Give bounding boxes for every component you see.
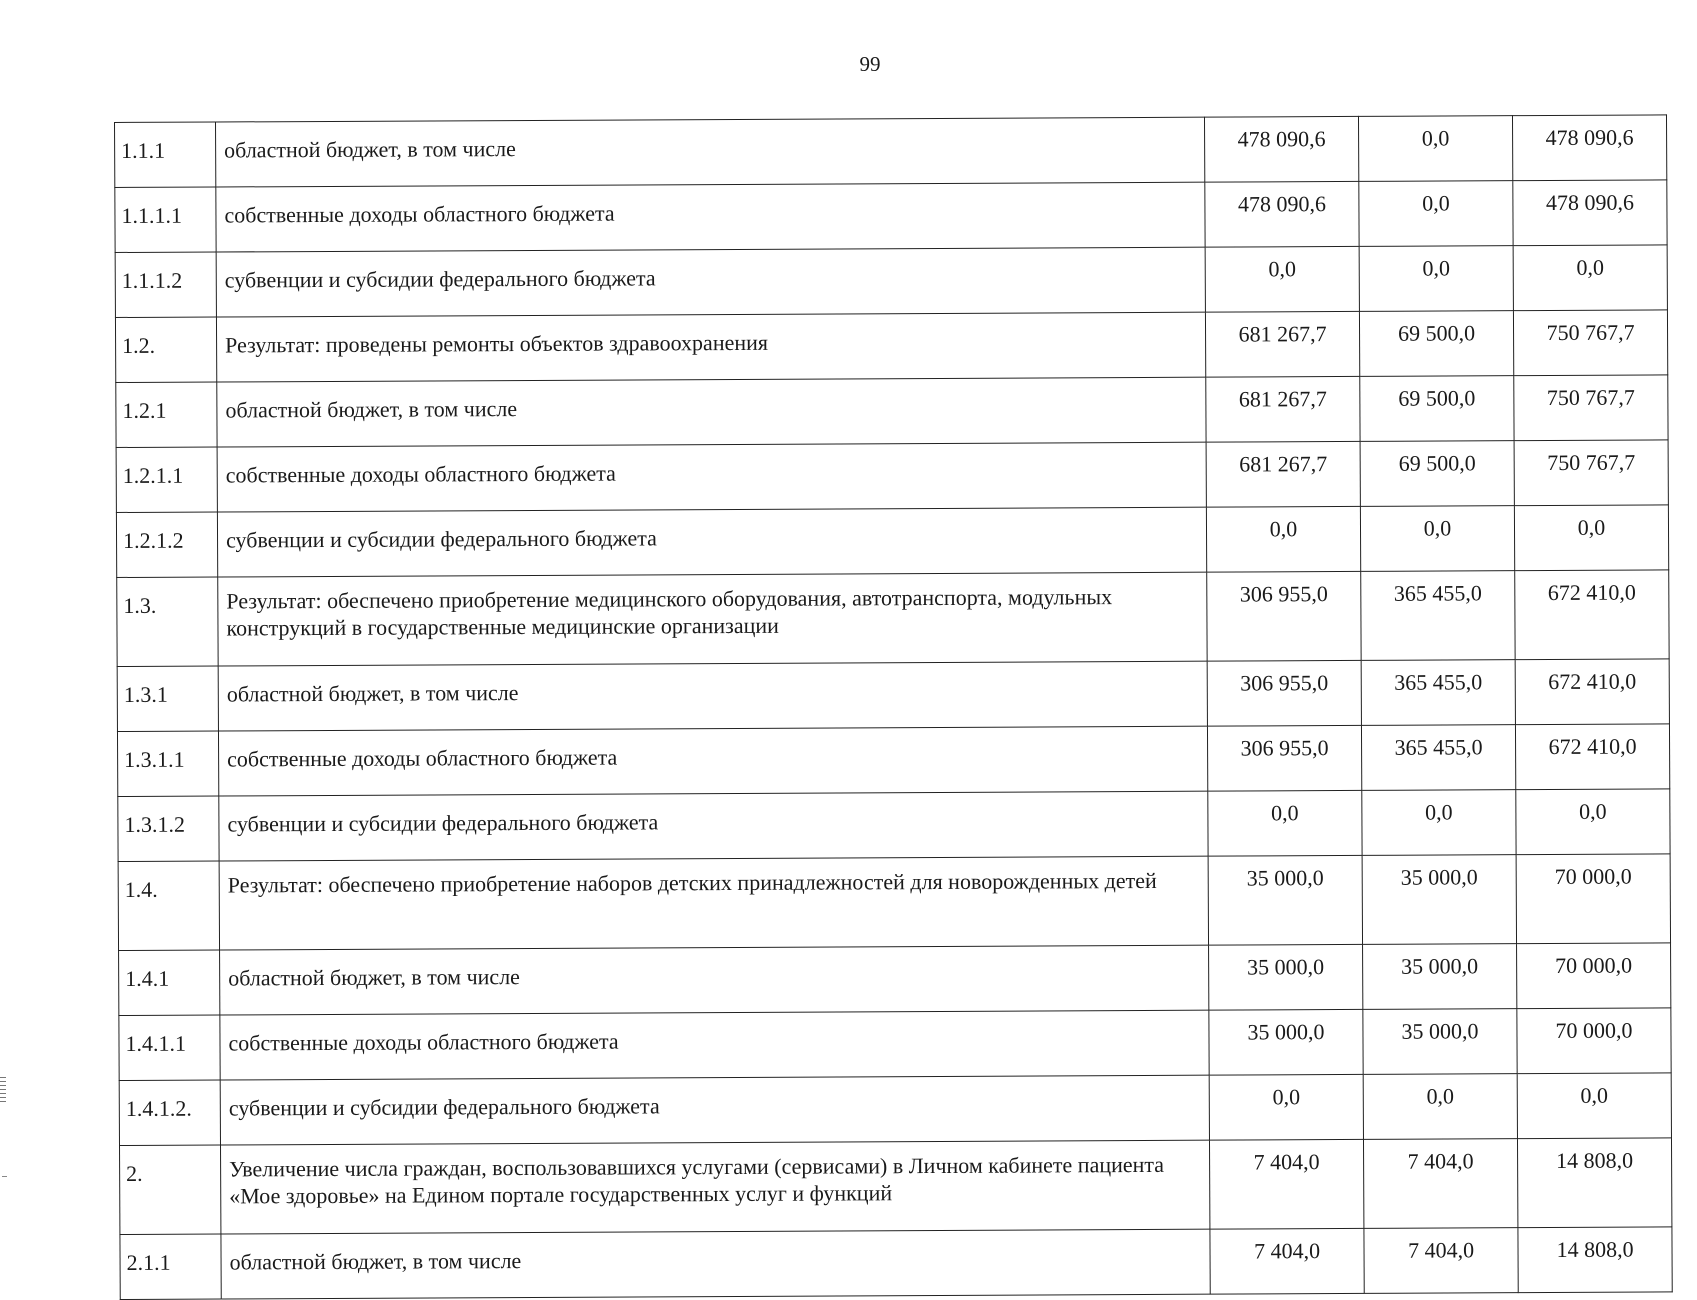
table-row: [116, 440, 1668, 513]
row-value-2: 0,0: [1362, 790, 1516, 856]
row-value-2: 35 000,0: [1363, 944, 1517, 1010]
row-code: 1.2.1.2: [116, 512, 217, 577]
row-code: 1.1.1.2: [115, 252, 216, 317]
row-name: Результат: проведены ремонты объектов здравоохранения: [216, 312, 1205, 382]
row-code: 1.4.1.1: [119, 1015, 220, 1080]
row-value-2: 7 404,0: [1363, 1139, 1517, 1229]
row-value-2: 365 455,0: [1361, 725, 1515, 791]
row-value-1: 306 955,0: [1207, 571, 1361, 661]
row-value-3: 0,0: [1516, 789, 1670, 855]
table-row: [120, 1227, 1672, 1300]
table-row: [118, 854, 1670, 951]
row-value-1: 0,0: [1208, 790, 1362, 856]
row-code: 1.4.1: [119, 950, 220, 1015]
row-value-1: 0,0: [1206, 506, 1360, 572]
row-value-2: 35 000,0: [1362, 855, 1516, 945]
row-code: 1.1.1: [115, 122, 216, 187]
row-code: 1.1.1.1: [115, 187, 216, 252]
table-row: [120, 1138, 1672, 1235]
row-value-3: 70 000,0: [1517, 943, 1671, 1009]
row-value-2: 0,0: [1363, 1074, 1517, 1140]
row-value-2: 69 500,0: [1360, 376, 1514, 442]
row-name: областной бюджет, в том числе: [218, 661, 1207, 731]
row-value-2: 0,0: [1359, 246, 1513, 312]
row-name: областной бюджет, в том числе: [220, 945, 1209, 1015]
row-value-3: 750 767,7: [1514, 440, 1668, 506]
row-value-2: 0,0: [1359, 181, 1513, 247]
table-row: [115, 180, 1667, 253]
row-value-3: 0,0: [1514, 505, 1668, 571]
row-name: Увеличение числа граждан, воспользовавшихся услугами (сервисами) в Личном кабинете пациента «Мое здоровье» на Едином портале государственных услуг и функций: [221, 1140, 1210, 1234]
row-value-1: 35 000,0: [1209, 944, 1363, 1010]
budget-table-body: [115, 115, 1673, 1300]
row-value-1: 478 090,6: [1204, 116, 1358, 182]
table-row: [117, 659, 1669, 732]
row-name: субвенции и субсидии федерального бюджета: [220, 1075, 1209, 1145]
row-code: 1.3.1: [117, 666, 218, 731]
row-code: 1.3.1.2: [118, 796, 219, 861]
row-value-3: 750 767,7: [1514, 375, 1668, 441]
row-value-1: 478 090,6: [1205, 181, 1359, 247]
row-value-1: 681 267,7: [1205, 311, 1359, 377]
table-row: [119, 1073, 1671, 1146]
row-name: областной бюджет, в том числе: [221, 1229, 1210, 1299]
table-row: [116, 375, 1668, 448]
row-value-2: 0,0: [1360, 506, 1514, 572]
row-value-1: 0,0: [1205, 246, 1359, 312]
row-name: субвенции и субсидии федерального бюджета: [219, 791, 1208, 861]
table-row: [116, 505, 1668, 578]
row-value-1: 306 955,0: [1207, 660, 1361, 726]
table-row: [118, 789, 1670, 862]
row-value-3: 478 090,6: [1512, 115, 1666, 181]
scan-margin-dot: [2, 1176, 7, 1177]
table-row: [115, 245, 1667, 318]
row-value-2: 365 455,0: [1361, 660, 1515, 726]
row-value-1: 681 267,7: [1206, 441, 1360, 507]
row-value-1: 7 404,0: [1209, 1139, 1363, 1229]
row-value-2: 365 455,0: [1361, 571, 1515, 661]
row-value-2: 69 500,0: [1360, 441, 1514, 507]
row-code: 1.2.: [115, 317, 216, 382]
row-value-1: 7 404,0: [1210, 1228, 1364, 1294]
row-value-1: 0,0: [1209, 1074, 1363, 1140]
row-value-3: 70 000,0: [1516, 854, 1670, 944]
table-row: [119, 943, 1671, 1016]
row-name: субвенции и субсидии федерального бюджета: [216, 247, 1205, 317]
row-name: Результат: обеспечено приобретение наборов детских принадлежностей для новорожденных детей: [219, 856, 1208, 950]
row-code: 2.1.1: [120, 1234, 221, 1299]
row-value-3: 672 410,0: [1515, 659, 1669, 725]
row-name: областной бюджет, в том числе: [217, 377, 1206, 447]
row-name: собственные доходы областного бюджета: [216, 182, 1205, 252]
row-value-3: 672 410,0: [1515, 570, 1669, 660]
row-value-3: 672 410,0: [1515, 724, 1669, 790]
scan-margin-mark: [0, 1077, 6, 1103]
row-code: 1.3.1.1: [117, 731, 218, 796]
row-value-1: 35 000,0: [1209, 1009, 1363, 1075]
row-name: собственные доходы областного бюджета: [220, 1010, 1209, 1080]
row-name: собственные доходы областного бюджета: [217, 442, 1206, 512]
table-row: [115, 310, 1667, 383]
row-value-3: 750 767,7: [1513, 310, 1667, 376]
table-row: [117, 570, 1669, 667]
row-value-2: 69 500,0: [1359, 311, 1513, 377]
row-name: областной бюджет, в том числе: [216, 117, 1205, 187]
row-code: 1.2.1.1: [116, 447, 217, 512]
row-value-3: 14 808,0: [1517, 1138, 1671, 1228]
row-code: 1.3.: [117, 577, 218, 666]
row-value-1: 306 955,0: [1207, 725, 1361, 791]
row-value-1: 35 000,0: [1208, 855, 1362, 945]
row-code: 1.4.1.2.: [119, 1080, 220, 1145]
row-name: собственные доходы областного бюджета: [218, 726, 1207, 796]
row-value-2: 7 404,0: [1364, 1228, 1518, 1294]
row-code: 2.: [120, 1145, 221, 1234]
row-value-3: 14 808,0: [1518, 1227, 1672, 1293]
row-name: субвенции и субсидии федерального бюджета: [217, 507, 1206, 577]
row-value-3: 70 000,0: [1517, 1008, 1671, 1074]
table-row: [117, 724, 1669, 797]
row-value-2: 0,0: [1358, 116, 1512, 182]
row-value-1: 681 267,7: [1206, 376, 1360, 442]
row-value-3: 478 090,6: [1513, 180, 1667, 246]
table-row: [119, 1008, 1671, 1081]
row-name: Результат: обеспечено приобретение медицинского оборудования, автотранспорта, модульных конструкций в государственные медицинские организации: [218, 572, 1207, 666]
row-code: 1.4.: [118, 861, 219, 950]
row-value-3: 0,0: [1517, 1073, 1671, 1139]
row-value-3: 0,0: [1513, 245, 1667, 311]
table-row: [115, 115, 1667, 188]
row-value-2: 35 000,0: [1363, 1009, 1517, 1075]
row-code: 1.2.1: [116, 382, 217, 447]
budget-table: [114, 114, 1673, 1300]
page-number: 99: [859, 52, 881, 76]
